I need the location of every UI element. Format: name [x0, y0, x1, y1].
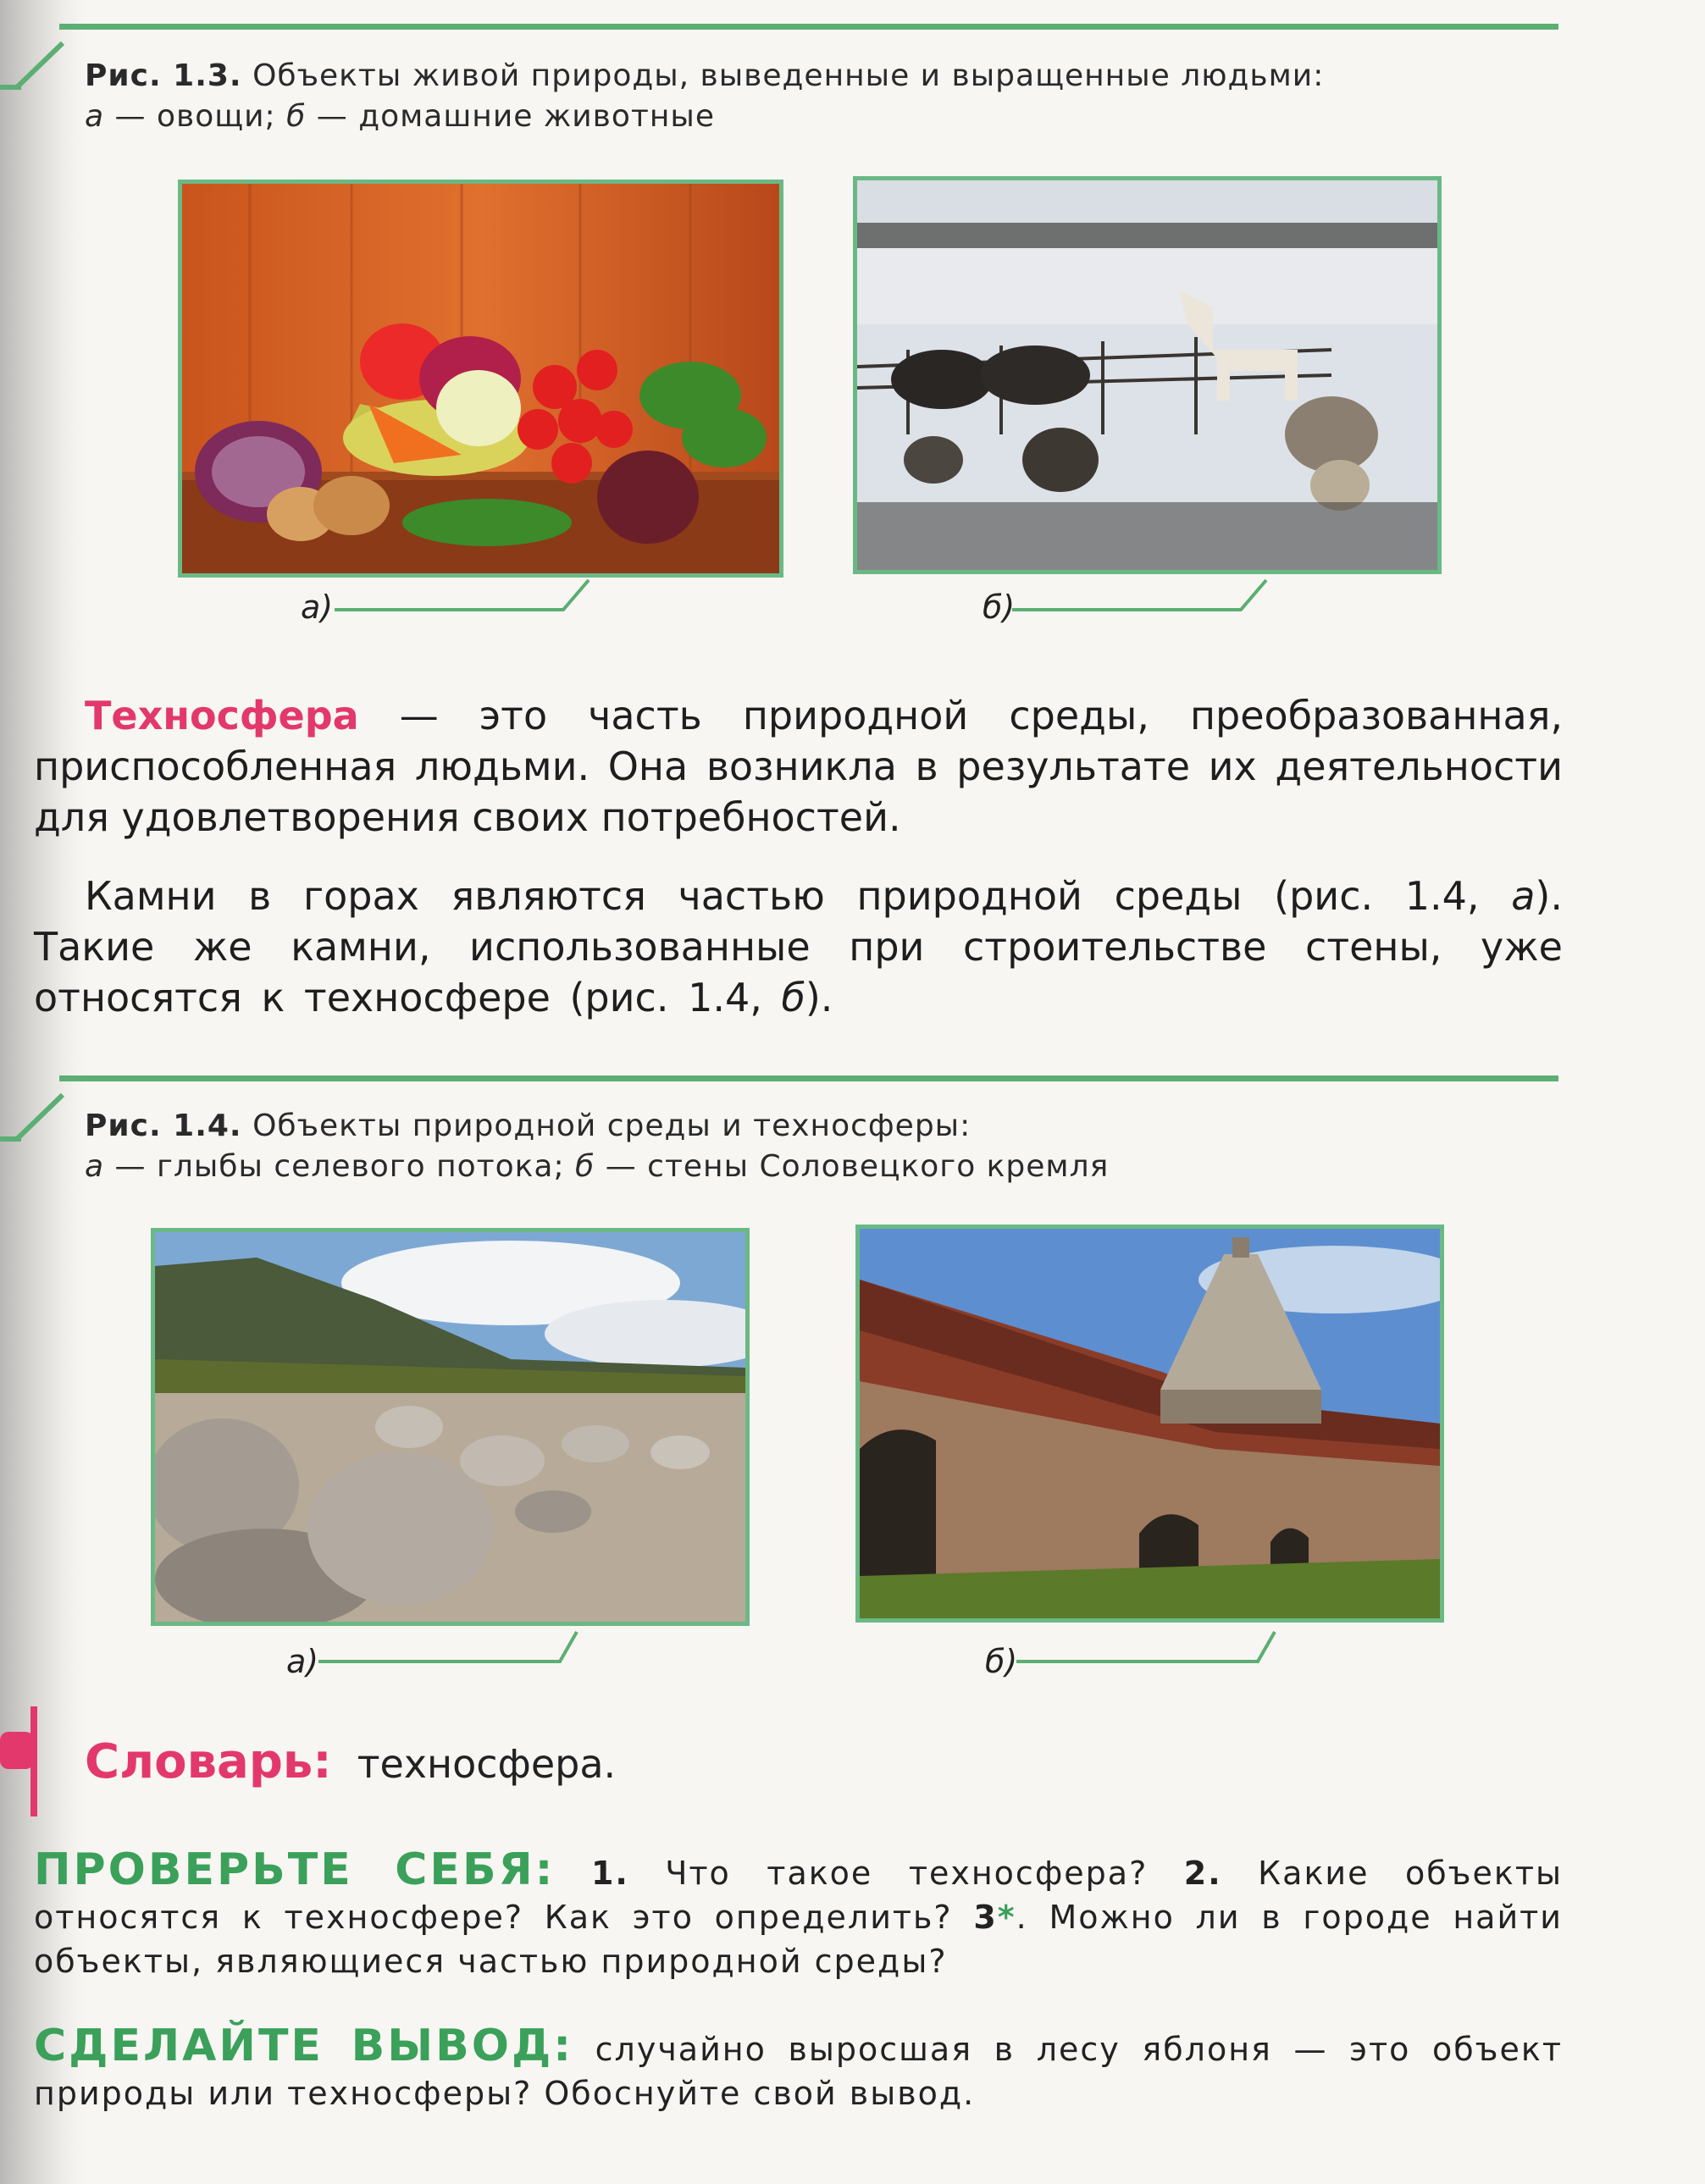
- boulders-illustration: [155, 1232, 745, 1622]
- technosphere-definition-paragraph: [34, 690, 1563, 843]
- figure-1-3-part-b-text: — домашние животные: [316, 99, 715, 134]
- figure-1-3-image-a-label: а): [301, 589, 334, 626]
- figure-1-4-part-b-letter: б: [575, 1149, 595, 1184]
- figure-1-3-caption-text: Объекты живой природы, выведенные и выращенные людьми:: [252, 58, 1325, 93]
- figure-1-3-part-b-letter: б: [286, 99, 307, 134]
- question-3-star: *: [997, 1899, 1016, 1936]
- figure-1-4-caption: [85, 1106, 1542, 1187]
- figure-1-4-label: Рис. 1.4.: [85, 1109, 242, 1143]
- figure-1-4-a-leader-line: [318, 1628, 581, 1666]
- stones-ref-b: б: [781, 975, 805, 1020]
- figure-1-3-rule-stub: [0, 85, 21, 90]
- figure-1-4-caption-text: Объекты природной среды и техносферы:: [252, 1109, 972, 1143]
- conclusion-heading: СДЕЛАЙТЕ ВЫВОД:: [34, 2021, 574, 2071]
- figure-1-3-a-leader-line: [335, 576, 597, 614]
- stones-text-end: ).: [805, 975, 833, 1020]
- domestic-animals-photo: [853, 176, 1442, 574]
- figure-1-4-part-a-letter: а: [85, 1149, 105, 1184]
- vegetables-photo: [178, 180, 783, 578]
- figure-1-3-caption: [85, 56, 1542, 137]
- technosphere-term: Техносфера: [85, 693, 359, 738]
- figure-1-4-part-b-text: — стены Соловецкого кремля: [605, 1149, 1110, 1184]
- question-2-number: 2.: [1183, 1855, 1222, 1892]
- technosphere-definition-text: — это часть природной среды, преобразованная, приспособленная людьми. Она возникла в результате их деятельности для удовлетворения своих потребностей.: [34, 693, 1563, 840]
- figure-1-3-b-leader-line: [1012, 576, 1275, 614]
- question-1-number: 1.: [590, 1855, 629, 1892]
- stones-text-mid: ). Такие же камни, использованные при строительстве стены, уже относятся к техносфере (рис. 1.4,: [34, 873, 1563, 1020]
- domestic-animals-illustration: [857, 180, 1437, 570]
- vocabulary-word: техносфера.: [357, 1741, 617, 1787]
- solovetsky-kremlin-photo: [855, 1225, 1444, 1623]
- stones-ref-a: а: [1511, 873, 1536, 919]
- question-1-text: Что такое техносфера?: [628, 1855, 1184, 1892]
- vocabulary-bookmark-icon: [0, 1706, 51, 1816]
- figure-1-4-image-b-label: б): [985, 1643, 1018, 1680]
- stones-text-start: Камни в горах являются частью природной среды (рис. 1.4,: [85, 873, 1512, 919]
- vocabulary-block: [85, 1734, 616, 1789]
- vegetables-illustration: [182, 184, 779, 573]
- question-2-text: Какие объекты относятся к техносфере? Как это определить?: [34, 1855, 1563, 1936]
- conclusion-text: случайно выросшая в лесу яблоня — это объект природы или техносферы? Обоснуйте свой вывод.: [34, 2031, 1563, 2112]
- check-yourself-heading: ПРОВЕРЬТЕ СЕБЯ:: [34, 1844, 556, 1895]
- question-3-number: 3: [973, 1899, 998, 1936]
- mudflow-boulders-photo: [151, 1228, 750, 1626]
- figure-1-3-image-b-label: б): [983, 589, 1016, 626]
- conclusion-block: [34, 2021, 1563, 2115]
- figure-1-4-part-a-text: — глыбы селевого потока;: [114, 1149, 565, 1184]
- figure-1-4-image-a-label: а): [286, 1643, 319, 1680]
- check-yourself-block: [34, 1844, 1563, 1983]
- question-3-text: . Можно ли в городе найти объекты, являющиеся частью природной среды?: [34, 1899, 1563, 1980]
- figure-1-3-top-rule: [59, 24, 1558, 30]
- figure-1-3-part-a-text: — овощи;: [114, 99, 276, 134]
- figure-1-4-b-leader-line: [1016, 1628, 1279, 1666]
- figure-1-4-rule-stub: [0, 1136, 21, 1142]
- vocabulary-title: Словарь:: [85, 1734, 332, 1789]
- figure-1-3-label: Рис. 1.3.: [85, 58, 242, 93]
- figure-1-4-top-rule: [59, 1075, 1558, 1081]
- figure-1-3-part-a-letter: а: [85, 99, 105, 134]
- kremlin-illustration: [860, 1229, 1440, 1618]
- stones-example-paragraph: [34, 871, 1563, 1023]
